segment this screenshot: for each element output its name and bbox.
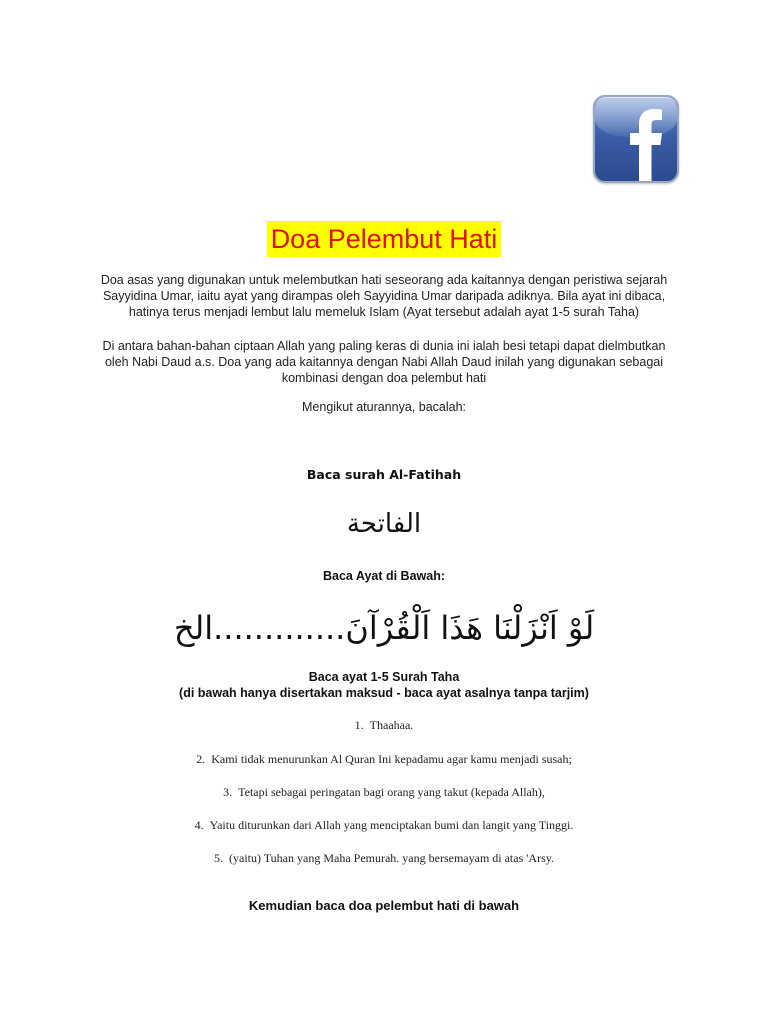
- intro-paragraph-3: Mengikut aturannya, bacalah:: [302, 400, 466, 414]
- fatihah-arabic: الفاتحة: [346, 509, 422, 539]
- ayat-heading: Baca Ayat di Bawah:: [322, 569, 446, 583]
- list-item-number: 4.: [194, 818, 204, 832]
- closing-heading: Kemudian baca doa pelembut hati di bawah: [248, 898, 520, 913]
- list-item-number: 2.: [196, 752, 206, 766]
- intro-p2-line-2: oleh Nabi Daud a.s. Doa yang ada kaitannya dengan Nabi Allah Daud inilah yang digunakan sebagai: [104, 355, 664, 369]
- list-item: [0, 717, 768, 733]
- intro-p2-line-3: kombinasi dengan doa pelembut hati: [281, 371, 487, 385]
- list-item-text: Tetapi sebagai peringatan bagi orang yang takut (kepada Allah),: [238, 785, 545, 799]
- intro-p2-line-1: Di antara bahan-bahan ciptaan Allah yang paling keras di dunia ini ialah besi tetapi dapat dielmbutkan: [102, 339, 666, 353]
- intro-p1-line-3: hatinya terus menjadi lembut lalu memeluk Islam (Ayat tersebut adalah ayat 1-5 surah Taha): [128, 305, 640, 319]
- facebook-icon[interactable]: [593, 95, 679, 183]
- intro-paragraph-2: [84, 338, 684, 386]
- list-item-text: Kami tidak menurunkan Al Quran Ini kepadamu agar kamu menjadi susah;: [211, 752, 572, 766]
- list-item-text: Thaahaa.: [369, 718, 414, 732]
- list-item-text: Yaitu diturunkan dari Allah yang menciptakan bumi dan langit yang Tinggi.: [209, 818, 574, 832]
- page-title: Doa Pelembut Hati: [267, 221, 502, 257]
- taha-heading-line-1: Baca ayat 1-5 Surah Taha: [308, 670, 460, 684]
- intro-p1-line-1: Doa asas yang digunakan untuk melembutkan hati seseorang ada kaitannya dengan peristiwa sejarah: [100, 273, 668, 287]
- list-item-number: 5.: [214, 851, 223, 865]
- intro-paragraph-1: [84, 272, 684, 320]
- list-item-number: 3.: [223, 785, 233, 799]
- taha-heading: [0, 669, 768, 701]
- list-item-number: 1.: [354, 718, 364, 732]
- list-item: [0, 850, 768, 866]
- list-item: [0, 784, 768, 800]
- fatihah-heading: Baca surah Al-Fatihah: [306, 467, 462, 482]
- list-item: [0, 751, 768, 767]
- taha-heading-line-2: (di bawah hanya disertakan maksud - baca ayat asalnya tanpa tarjim): [179, 686, 589, 700]
- list-item: [0, 817, 768, 833]
- title-container: [0, 221, 768, 257]
- list-item-text: (yaitu) Tuhan yang Maha Pemurah. yang bersemayam di atas 'Arsy.: [229, 851, 554, 865]
- facebook-f-glyph: [595, 97, 677, 181]
- ayat-arabic: لَوْ اَنْزَلْنَا هَذَا اَلْقُرْآنَ.............الخ: [173, 609, 595, 647]
- intro-p1-line-2: Sayyidina Umar, iaitu ayat yang dirampas oleh Sayyidina Umar daripada adiknya. Bila ayat ini dibaca,: [102, 289, 666, 303]
